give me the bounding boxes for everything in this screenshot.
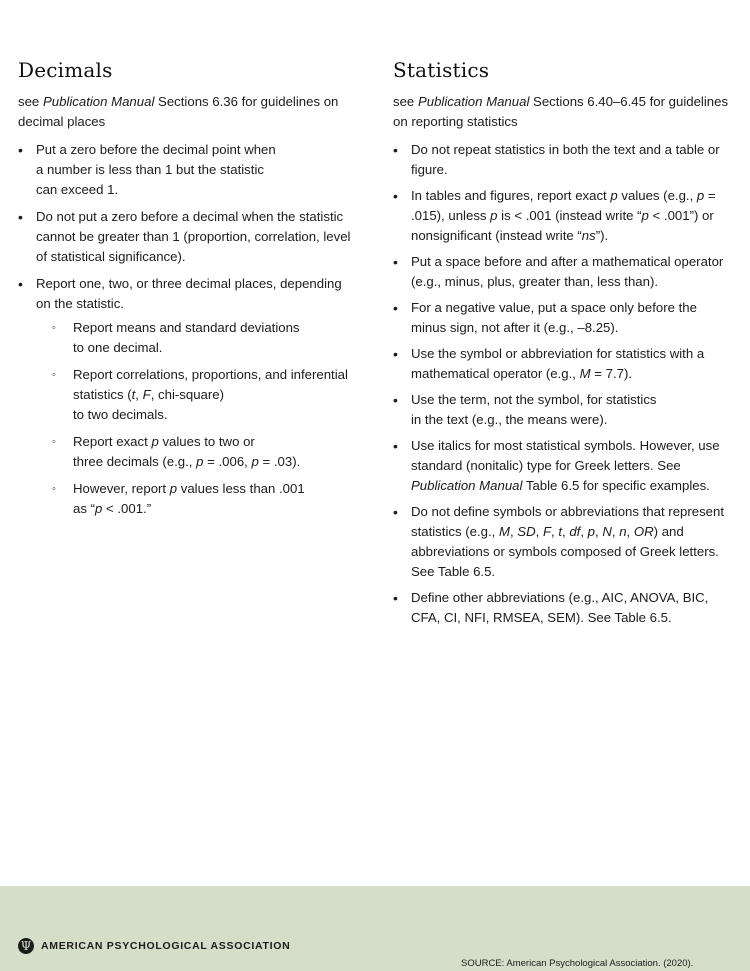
apa-logo: [18, 938, 290, 954]
organization-name: AMERICAN PSYCHOLOGICAL ASSOCIATION: [41, 940, 291, 952]
source-citation: SOURCE: American Psychological Association. (2020).: [461, 958, 694, 969]
statistics-item: • Define other abbreviations (e.g., AIC, ANOVA, BIC, CFA, CI, NFI, RMSEA, SEM). See Table 6.5.: [393, 588, 733, 628]
statistics-item: • In tables and figures, report exact p values (e.g., p = .015), unless p is < .001 (instead write “p < .001”) or nonsignificant (instead write “ns”).: [393, 186, 733, 246]
statistics-item: • Do not define symbols or abbreviations that represent statistics (e.g., M, SD, F, t, df, p, N, n, OR) and abbreviations or symbols composed of Greek letters. See Table 6.5.: [393, 502, 733, 582]
decimals-item: [18, 274, 353, 519]
decimals-subitem: ◦ However, report p values less than .001 as “p < .001.”: [36, 479, 353, 519]
decimals-item: • Put a zero before the decimal point when a number is less than 1 but the statistic can exceed 1.: [18, 140, 353, 200]
statistics-intro: see Publication Manual Sections 6.40–6.45 for guidelines on reporting statistics: [393, 94, 729, 129]
decimals-subitem: ◦ Report means and standard deviations to one decimal.: [36, 318, 353, 358]
statistics-heading: Statistics: [393, 58, 490, 82]
decimals-list: [18, 140, 353, 519]
statistics-item: • Use italics for most statistical symbols. However, use standard (nonitalic) type for Greek letters. See Publication Manual Table 6.5 for specific examples.: [393, 436, 733, 496]
statistics-item: • Do not repeat statistics in both the text and a table or figure.: [393, 140, 733, 180]
decimals-item-text: Report one, two, or three decimal places, depending on the statistic.: [36, 276, 342, 311]
statistics-item: • Put a space before and after a mathematical operator (e.g., minus, plus, greater than, less than).: [393, 252, 733, 292]
statistics-item: • For a negative value, put a space only before the minus sign, not after it (e.g., –8.25).: [393, 298, 733, 338]
decimals-intro: see Publication Manual Sections 6.36 for guidelines on decimal places: [18, 94, 339, 129]
psi-logo-icon: Ψ: [18, 938, 34, 954]
statistics-item: • Use the term, not the symbol, for statistics in the text (e.g., the means were).: [393, 390, 733, 430]
decimals-subitem: ◦ Report exact p values to two or three decimals (e.g., p = .006, p = .03).: [36, 432, 353, 472]
statistics-section: [393, 58, 733, 634]
decimals-item: • Do not put a zero before a decimal when the statistic cannot be greater than 1 (proportion, correlation, level of statistical significance).: [18, 207, 353, 267]
decimals-heading: Decimals: [18, 58, 113, 82]
statistics-list: [393, 140, 733, 628]
footer-band: [0, 886, 750, 971]
decimals-section: [18, 58, 353, 526]
decimals-subitem: ◦ Report correlations, proportions, and inferential statistics (t, F, chi-square) to two decimals.: [36, 365, 353, 425]
statistics-item: • Use the symbol or abbreviation for statistics with a mathematical operator (e.g., M = 7.7).: [393, 344, 733, 384]
decimals-sublist: [36, 318, 353, 519]
